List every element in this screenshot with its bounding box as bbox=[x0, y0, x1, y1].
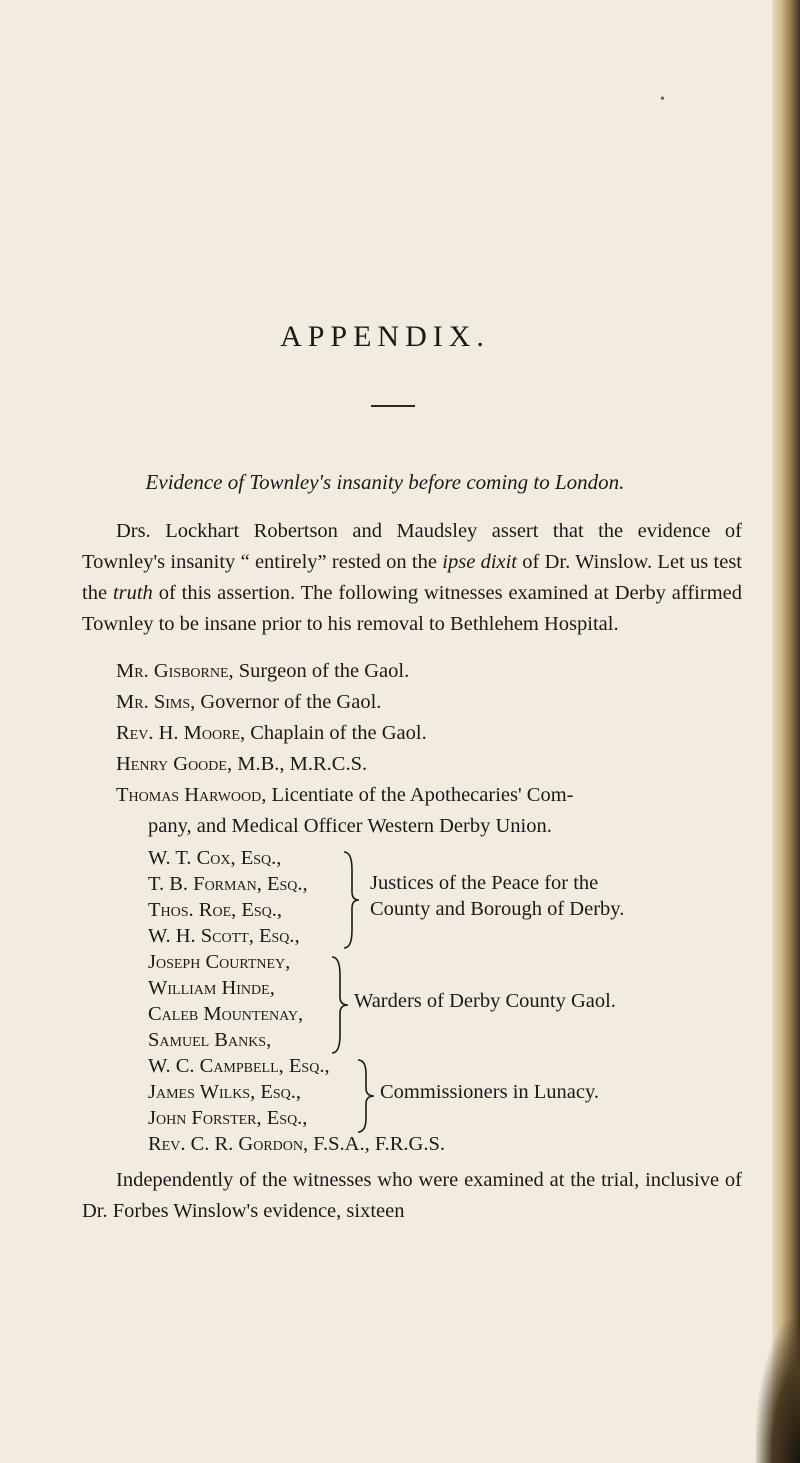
witness-3: Rev. H. Moore, Chaplain of the Gaol. bbox=[116, 722, 427, 744]
justices-role-2: County and Borough of Derby. bbox=[370, 898, 625, 920]
witness-5: Thomas Harwood, Licentiate of the Apothecaries' Com- bbox=[116, 784, 574, 806]
witness-2: Mr. Sims, Governor of the Gaol. bbox=[116, 691, 382, 713]
witness-5-continued: pany, and Medical Officer Western Derby Union. bbox=[148, 815, 552, 837]
warder-4: Samuel Banks, bbox=[148, 1029, 272, 1051]
intro-text-3: of this assertion. The following witnesses examined at Derby affirmed Townley to be insane prior to his removal to Bethlehem Hospital. bbox=[82, 582, 743, 635]
commissioner-3: John Forster, Esq., bbox=[148, 1107, 308, 1129]
justice-4: W. H. Scott, Esq., bbox=[148, 925, 300, 947]
intro-truth: truth bbox=[112, 582, 153, 604]
warder-2: William Hinde, bbox=[148, 977, 275, 999]
witness-1: Mr. Gisborne, Surgeon of the Gaol. bbox=[116, 660, 410, 682]
justice-2: T. B. Forman, Esq., bbox=[148, 873, 308, 895]
justice-3: Thos. Roe, Esq., bbox=[148, 899, 283, 921]
warder-1: Joseph Courtney, bbox=[148, 951, 291, 973]
commissioners-brace bbox=[356, 1058, 378, 1134]
intro-text-2: of Dr. Winslow. Let us test the bbox=[82, 551, 742, 604]
warders-role: Warders of Derby County Gaol. bbox=[354, 990, 616, 1012]
warders-brace bbox=[330, 955, 352, 1055]
closing-text: Independently of the witnesses who were examined at the trial, inclusive of Dr. Forbes Winslow's evidence, sixteen bbox=[82, 1169, 742, 1222]
warder-3: Caleb Mountenay, bbox=[148, 1003, 304, 1025]
title-divider bbox=[371, 405, 415, 407]
justice-1: W. T. Cox, Esq., bbox=[148, 847, 282, 869]
gordon-line: Rev. C. R. Gordon, F.S.A., F.R.G.S. bbox=[148, 1133, 445, 1155]
justices-role-1: Justices of the Peace for the bbox=[370, 872, 599, 894]
justices-brace bbox=[342, 850, 362, 950]
section-heading: Evidence of Townley's insanity before coming to London. bbox=[145, 470, 625, 494]
intro-ipse: ipse dixit bbox=[442, 551, 517, 573]
witness-4: Henry Goode, M.B., M.R.C.S. bbox=[116, 753, 368, 775]
closing-paragraph bbox=[82, 1165, 742, 1227]
page-title: APPENDIX. bbox=[280, 320, 490, 354]
page-corner-shadow bbox=[756, 1320, 800, 1463]
page-mark: • bbox=[660, 92, 665, 107]
page-edge-shadow bbox=[772, 0, 800, 1463]
intro-paragraph bbox=[82, 516, 742, 640]
intro-text-1: Drs. Lockhart Robertson and Maudsley assert that the evidence of Townley's insanity “ entirely” rested on the bbox=[82, 520, 742, 573]
commissioner-2: James Wilks, Esq., bbox=[148, 1081, 302, 1103]
commissioners-role: Commissioners in Lunacy. bbox=[380, 1081, 600, 1103]
commissioner-1: W. C. Campbell, Esq., bbox=[148, 1055, 330, 1077]
